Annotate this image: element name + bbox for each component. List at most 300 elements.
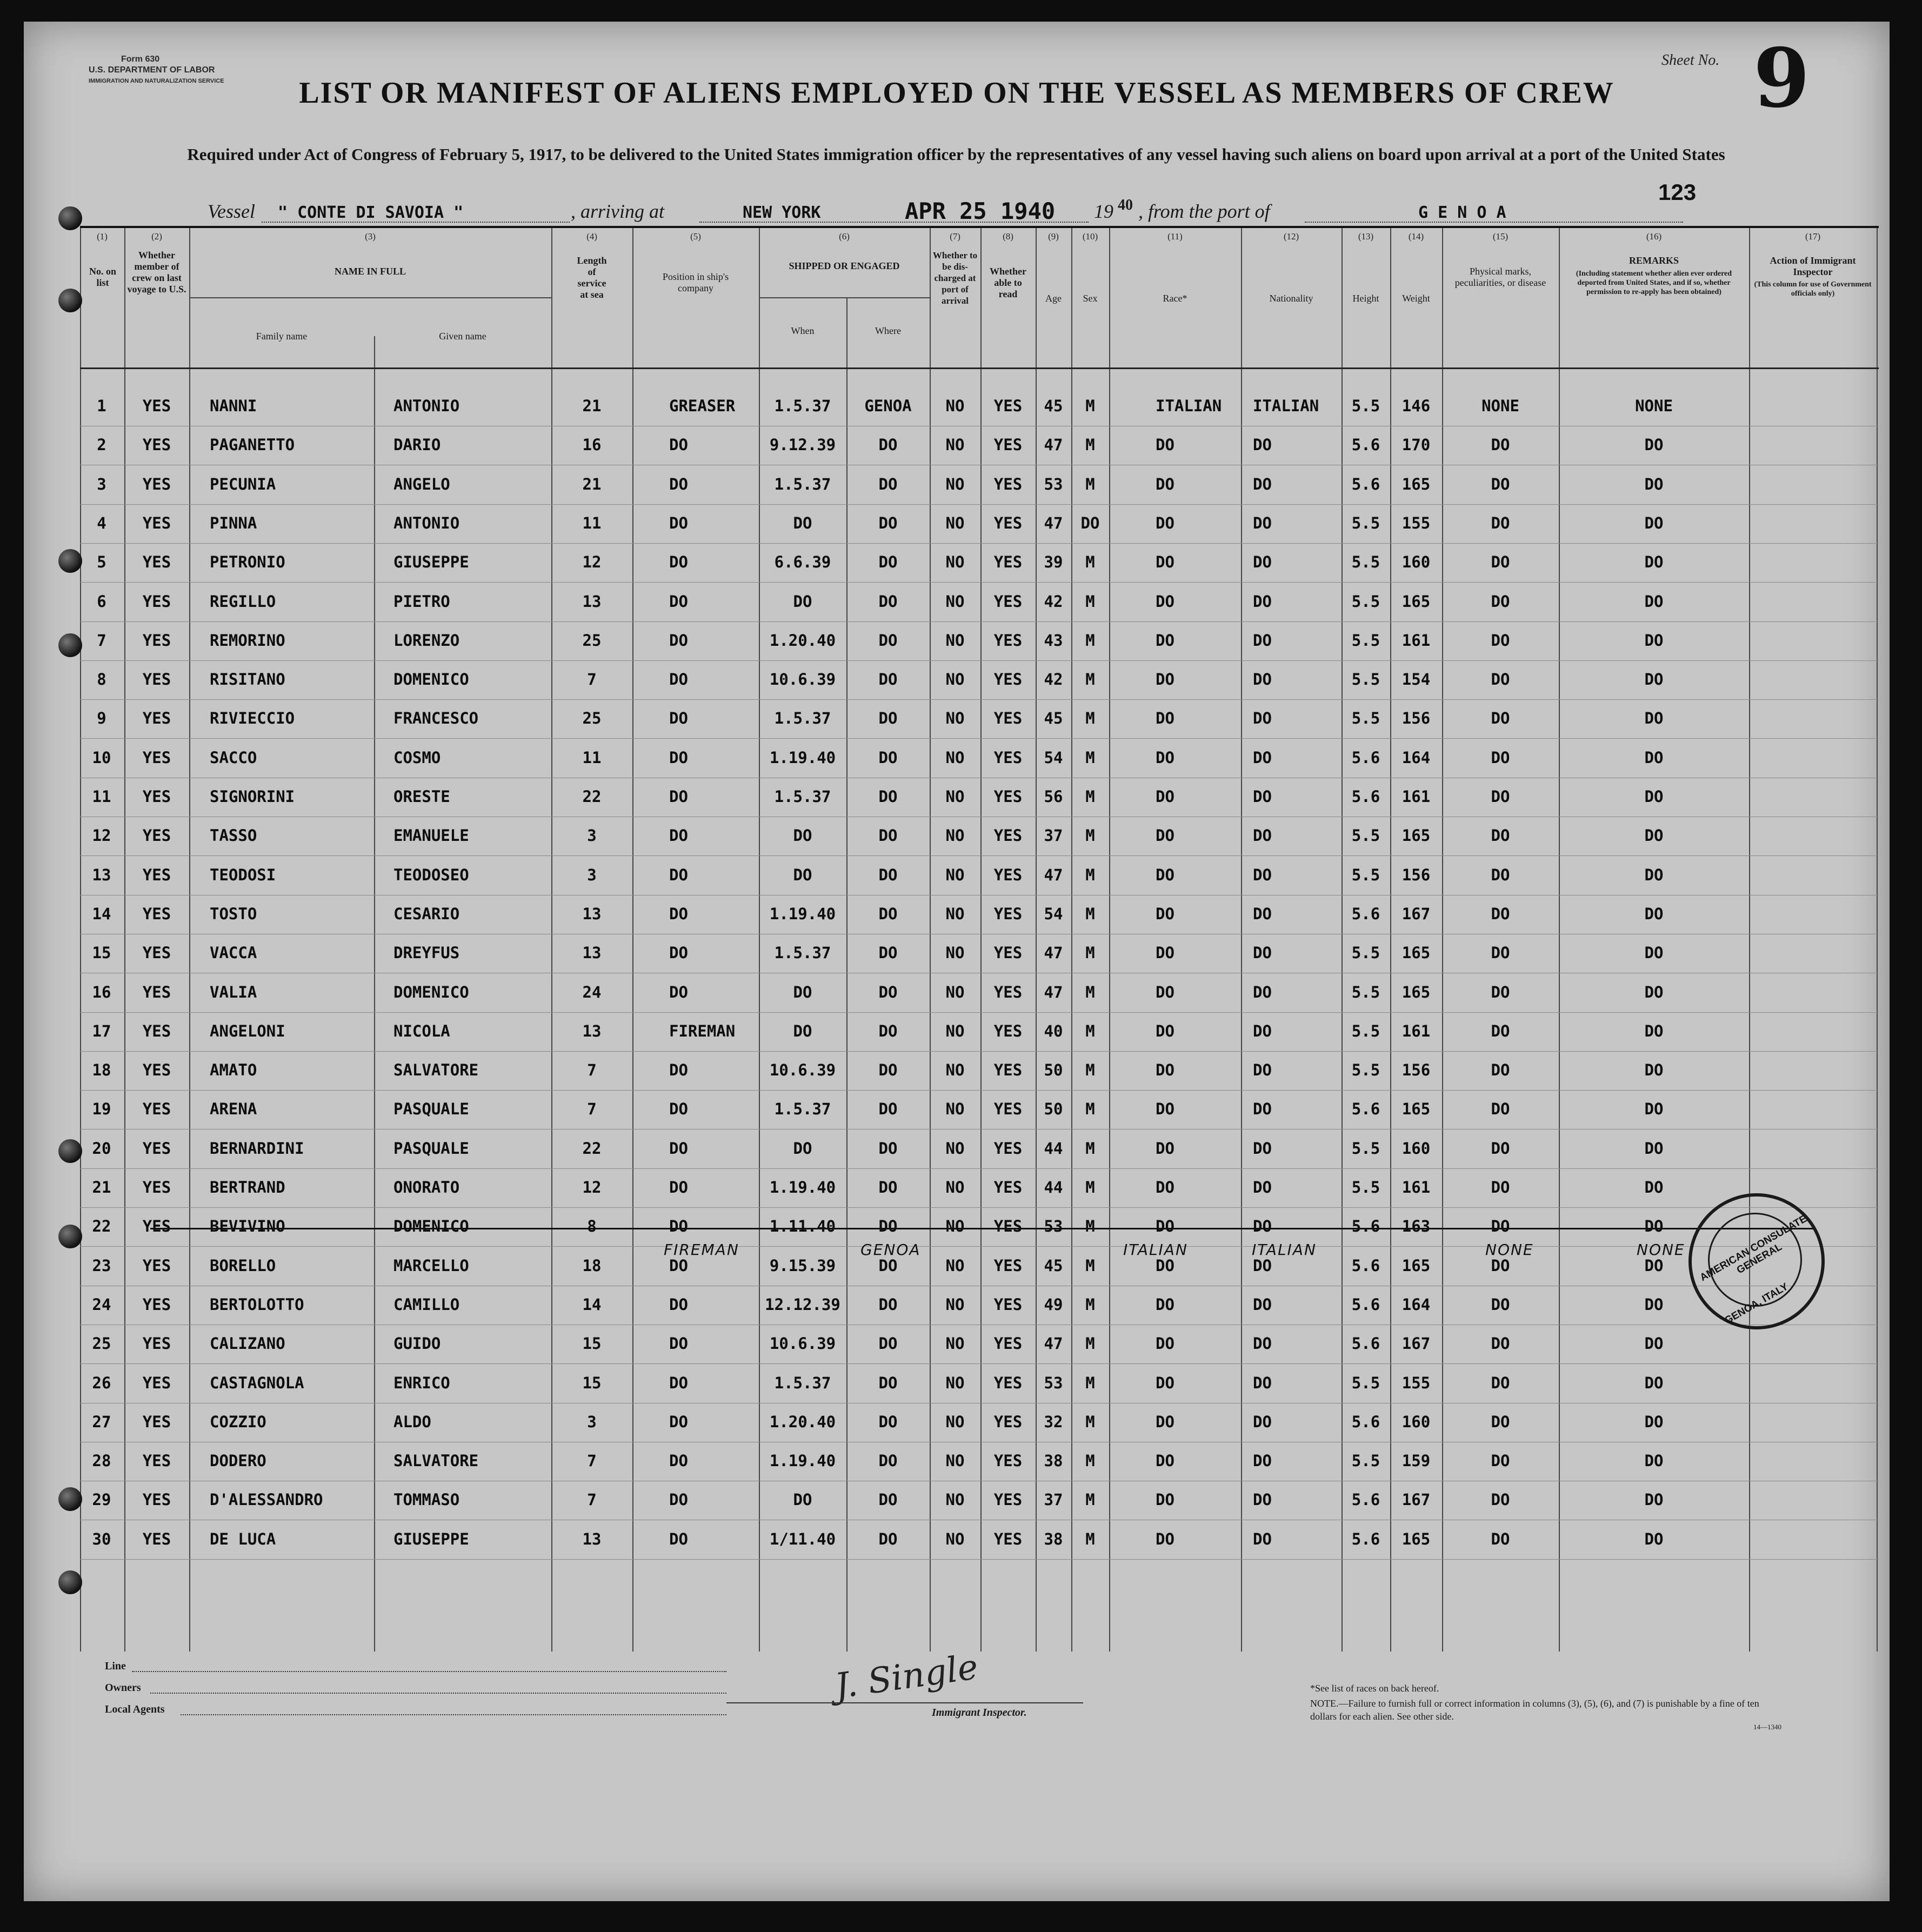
col-number: (9) [1048, 231, 1059, 242]
row-number: 21 [92, 1178, 111, 1196]
header-length-service: Length of service at sea [577, 255, 607, 300]
position-cell: DO [669, 436, 688, 454]
weight-cell: 163 [1402, 1217, 1431, 1236]
sex-cell: M [1085, 670, 1095, 689]
read-cell: YES [993, 944, 1023, 962]
length-cell: 21 [582, 474, 602, 493]
age-cell: 45 [1044, 397, 1063, 415]
marks-cell: DO [1491, 670, 1510, 689]
weight-cell: 155 [1402, 513, 1431, 532]
marks-cell: DO [1491, 1490, 1510, 1509]
when-cell: 1.5.37 [774, 709, 831, 728]
manifest-title: LIST OR MANIFEST OF ALIENS EMPLOYED ON THE VESSEL AS MEMBERS OF CREW [299, 76, 1614, 110]
crew-table [80, 226, 1879, 1652]
height-cell: 5.6 [1351, 1529, 1380, 1548]
given-name-cell: ORESTE [393, 787, 450, 806]
nationality-cell: DO [1253, 865, 1272, 884]
height-cell: 5.6 [1351, 1256, 1380, 1275]
sex-cell: M [1085, 865, 1095, 884]
row-number: 12 [92, 826, 111, 845]
family-name-cell: D'ALESSANDRO [210, 1490, 323, 1509]
weight-cell: 159 [1402, 1452, 1431, 1470]
when-cell: 1.5.37 [774, 787, 831, 806]
where-cell: DO [878, 474, 898, 493]
row-number: 27 [92, 1412, 111, 1431]
age-cell: 50 [1044, 1061, 1063, 1080]
when-cell: 9.12.39 [769, 436, 836, 454]
row-rule [80, 1559, 1879, 1560]
family-name-cell: PETRONIO [210, 553, 285, 572]
family-name-cell: PECUNIA [210, 474, 276, 493]
nationality-cell: DO [1253, 709, 1272, 728]
discharge-cell: NO [945, 1178, 965, 1196]
family-name-cell: REGILLO [210, 592, 276, 611]
remarks-cell: DO [1644, 826, 1664, 845]
where-cell: DO [878, 709, 898, 728]
when-cell: DO [793, 1139, 812, 1158]
nationality-cell: DO [1253, 1295, 1272, 1314]
marks-cell: DO [1491, 1529, 1510, 1548]
col-number: (5) [690, 231, 701, 242]
footer-line-label: Line [105, 1660, 126, 1672]
member-cell: YES [142, 787, 171, 806]
sex-cell: M [1085, 1178, 1095, 1196]
remarks-cell: DO [1644, 592, 1664, 611]
read-cell: YES [993, 1490, 1023, 1509]
discharge-cell: NO [945, 592, 965, 611]
remarks-cell: DO [1644, 1412, 1664, 1431]
inspector-signature: J. Single [832, 1647, 981, 1707]
height-cell: 5.6 [1351, 1217, 1380, 1236]
height-cell: 5.5 [1351, 709, 1380, 728]
position-cell: DO [669, 592, 688, 611]
age-cell: 37 [1044, 1490, 1063, 1509]
remarks-cell: DO [1644, 787, 1664, 806]
nationality-cell: DO [1253, 474, 1272, 493]
row-number: 29 [92, 1490, 111, 1509]
manifest-subtitle: Required under Act of Congress of February 5, 1917, to be delivered to the United States immigration officer by the representatives of any vessel having such aliens on board upon arrival at a port of the United States [187, 145, 1725, 164]
height-cell: 5.5 [1351, 631, 1380, 650]
member-cell: YES [142, 1295, 171, 1314]
marks-cell: DO [1491, 904, 1510, 923]
where-cell: DO [878, 787, 898, 806]
length-cell: 13 [582, 592, 602, 611]
family-name-cell: DE LUCA [210, 1529, 276, 1548]
marks-cell: DO [1491, 1256, 1510, 1275]
member-cell: YES [142, 436, 171, 454]
given-name-cell: PASQUALE [393, 1139, 469, 1158]
name-header-rule [189, 297, 551, 298]
given-name-cell: CAMILLO [393, 1295, 460, 1314]
length-cell: 12 [582, 1178, 602, 1196]
family-name-cell: CASTAGNOLA [210, 1373, 304, 1392]
position-cell: DO [669, 1295, 688, 1314]
member-cell: YES [142, 1061, 171, 1080]
length-cell: 16 [582, 436, 602, 454]
where-cell: DO [878, 1256, 898, 1275]
family-name-cell: NANNI [210, 397, 257, 415]
sheet-label: Sheet No. [1661, 52, 1720, 69]
marks-cell: DO [1491, 748, 1510, 767]
marks-cell: DO [1491, 1373, 1510, 1392]
row-number: 10 [92, 748, 111, 767]
height-cell: 5.6 [1351, 1100, 1380, 1119]
read-cell: YES [993, 1256, 1023, 1275]
service-name: IMMIGRATION AND NATURALIZATION SERVICE [89, 78, 224, 84]
given-name-cell: PIETRO [393, 592, 450, 611]
where-cell: DO [878, 1061, 898, 1080]
age-cell: 53 [1044, 1217, 1063, 1236]
discharge-cell: NO [945, 982, 965, 1001]
nationality-cell: DO [1253, 982, 1272, 1001]
race-cell: DO [1156, 1295, 1174, 1314]
nationality-cell: DO [1253, 1217, 1272, 1236]
where-cell: DO [878, 670, 898, 689]
nationality-cell: DO [1253, 592, 1272, 611]
age-cell: 50 [1044, 1100, 1063, 1119]
when-cell: 10.6.39 [769, 1061, 836, 1080]
height-cell: 5.5 [1351, 1139, 1380, 1158]
age-cell: 53 [1044, 474, 1063, 493]
position-cell: DO [669, 513, 688, 532]
row-number: 1 [97, 397, 106, 415]
sex-cell: M [1085, 1529, 1095, 1548]
header-member-last-voyage: Whether member of crew on last voyage to U.S. [127, 250, 186, 295]
member-cell: YES [142, 1256, 171, 1275]
given-name-cell: COSMO [393, 748, 441, 767]
remarks-cell: DO [1644, 1373, 1664, 1392]
height-cell: 5.5 [1351, 865, 1380, 884]
race-cell: DO [1156, 826, 1174, 845]
remarks-cell: DO [1644, 904, 1664, 923]
weight-cell: 165 [1402, 474, 1431, 493]
col-number: (13) [1358, 231, 1374, 242]
remarks-cell: DO [1644, 1452, 1664, 1470]
family-name-cell: BERNARDINI [210, 1139, 304, 1158]
remarks-cell: DO [1644, 1021, 1664, 1040]
nationality-cell: DO [1253, 826, 1272, 845]
position-cell: DO [669, 1452, 688, 1470]
marks-cell: DO [1491, 982, 1510, 1001]
remarks-cell: DO [1644, 474, 1664, 493]
binder-hole [58, 1570, 82, 1594]
height-cell: 5.6 [1351, 1295, 1380, 1314]
discharge-cell: NO [945, 1452, 965, 1470]
member-cell: YES [142, 1373, 171, 1392]
row-number: 19 [92, 1100, 111, 1119]
row-rule [80, 582, 1879, 583]
position-cell: DO [669, 1334, 688, 1353]
row-number: 22 [92, 1217, 111, 1236]
row-rule [80, 699, 1879, 700]
vessel-label: Vessel [208, 200, 255, 222]
height-cell: 5.6 [1351, 474, 1380, 493]
discharge-cell: NO [945, 904, 965, 923]
when-cell: DO [793, 513, 812, 532]
age-cell: 47 [1044, 865, 1063, 884]
length-cell: 8 [587, 1217, 597, 1236]
handwritten-correction: NONE [1485, 1241, 1534, 1259]
sex-cell: M [1085, 397, 1095, 415]
remarks-cell: DO [1644, 631, 1664, 650]
handwritten-correction: GENOA [860, 1241, 921, 1259]
discharge-cell: NO [945, 513, 965, 532]
col-number: (7) [950, 231, 960, 242]
length-cell: 3 [587, 865, 597, 884]
position-cell: DO [669, 1412, 688, 1431]
race-cell: DO [1156, 1490, 1174, 1509]
marks-cell: DO [1491, 1217, 1510, 1236]
binder-hole [58, 206, 82, 230]
height-cell: 5.5 [1351, 1373, 1380, 1392]
discharge-cell: NO [945, 1256, 965, 1275]
age-cell: 38 [1044, 1529, 1063, 1548]
length-cell: 14 [582, 1295, 602, 1314]
race-cell: DO [1156, 944, 1174, 962]
member-cell: YES [142, 1452, 171, 1470]
member-cell: YES [142, 982, 171, 1001]
age-cell: 49 [1044, 1295, 1063, 1314]
when-cell: 1.19.40 [769, 904, 836, 923]
where-cell: GENOA [864, 397, 912, 415]
remarks-cell: DO [1644, 513, 1664, 532]
read-cell: YES [993, 748, 1023, 767]
position-cell: DO [669, 474, 688, 493]
marks-cell: DO [1491, 1295, 1510, 1314]
when-cell: 1.5.37 [774, 944, 831, 962]
weight-cell: 155 [1402, 1373, 1431, 1392]
page-number-stamp: 123 [1658, 179, 1697, 205]
row-number: 30 [92, 1529, 111, 1548]
binder-hole [58, 1487, 82, 1511]
row-rule [80, 855, 1879, 856]
given-name-cell: TEODOSEO [393, 865, 469, 884]
member-cell: YES [142, 1178, 171, 1196]
length-cell: 13 [582, 944, 602, 962]
position-cell: DO [669, 709, 688, 728]
when-cell: 9.15.39 [769, 1256, 836, 1275]
family-name-cell: TASSO [210, 826, 257, 845]
nationality-cell: DO [1253, 1490, 1272, 1509]
discharge-cell: NO [945, 748, 965, 767]
marks-cell: DO [1491, 553, 1510, 572]
inspector-signature-line [726, 1702, 1083, 1703]
row-number: 5 [97, 553, 106, 572]
given-name-cell: GUIDO [393, 1334, 441, 1353]
sex-cell: M [1085, 474, 1095, 493]
weight-cell: 165 [1402, 982, 1431, 1001]
family-name-cell: SIGNORINI [210, 787, 295, 806]
handwritten-correction: ITALIAN [1123, 1241, 1188, 1259]
length-cell: 22 [582, 787, 602, 806]
row-rule [80, 1363, 1879, 1364]
footer-agents-label: Local Agents [105, 1703, 165, 1715]
remarks-cell: DO [1644, 1256, 1664, 1275]
age-cell: 40 [1044, 1021, 1063, 1040]
member-cell: YES [142, 670, 171, 689]
header-nationality: Nationality [1269, 293, 1313, 304]
row-rule [80, 1012, 1879, 1013]
when-cell: 1.19.40 [769, 1178, 836, 1196]
remarks-cell: DO [1644, 1334, 1664, 1353]
length-cell: 7 [587, 670, 597, 689]
header-sex: Sex [1083, 293, 1098, 304]
header-position: Position in ship's company [662, 271, 729, 293]
length-cell: 7 [587, 1100, 597, 1119]
race-cell: DO [1156, 1412, 1174, 1431]
member-cell: YES [142, 1334, 171, 1353]
nationality-cell: DO [1253, 1412, 1272, 1431]
age-cell: 45 [1044, 1256, 1063, 1275]
row-number: 7 [97, 631, 106, 650]
sex-cell: M [1085, 1334, 1095, 1353]
sex-cell: M [1085, 1139, 1095, 1158]
position-cell: FIREMAN [669, 1021, 736, 1040]
position-cell: DO [669, 1529, 688, 1548]
race-cell: DO [1156, 1021, 1174, 1040]
length-cell: 7 [587, 1452, 597, 1470]
length-cell: 25 [582, 631, 602, 650]
nationality-cell: DO [1253, 513, 1272, 532]
sex-cell: M [1085, 1256, 1095, 1275]
weight-cell: 164 [1402, 1295, 1431, 1314]
department-name: U.S. DEPARTMENT OF LABOR [89, 65, 215, 75]
marks-cell: DO [1491, 436, 1510, 454]
member-cell: YES [142, 1412, 171, 1431]
weight-cell: 167 [1402, 1334, 1431, 1353]
where-cell: DO [878, 1217, 898, 1236]
discharge-cell: NO [945, 1061, 965, 1080]
discharge-cell: NO [945, 944, 965, 962]
race-cell: DO [1156, 1452, 1174, 1470]
height-cell: 5.6 [1351, 1490, 1380, 1509]
row-rule [80, 504, 1879, 505]
age-cell: 42 [1044, 592, 1063, 611]
given-name-cell: NICOLA [393, 1021, 450, 1040]
read-cell: YES [993, 1178, 1023, 1196]
header-remarks: REMARKS [1629, 255, 1679, 266]
footer-line-underline [132, 1671, 726, 1672]
read-cell: YES [993, 1334, 1023, 1353]
age-cell: 39 [1044, 553, 1063, 572]
col-divider [1241, 228, 1242, 1652]
col-number: (3) [365, 231, 376, 242]
when-cell: 1.19.40 [769, 1452, 836, 1470]
nationality-cell: DO [1253, 436, 1272, 454]
row-number: 9 [97, 709, 106, 728]
height-cell: 5.5 [1351, 826, 1380, 845]
read-cell: YES [993, 787, 1023, 806]
when-cell: 1.19.40 [769, 748, 836, 767]
family-name-cell: TEODOSI [210, 865, 276, 884]
row-number: 2 [97, 436, 106, 454]
remarks-cell: DO [1644, 1100, 1664, 1119]
marks-cell: DO [1491, 826, 1510, 845]
age-cell: 47 [1044, 982, 1063, 1001]
race-cell: DO [1156, 670, 1174, 689]
weight-cell: 167 [1402, 904, 1431, 923]
length-cell: 3 [587, 826, 597, 845]
height-cell: 5.5 [1351, 397, 1380, 415]
read-cell: YES [993, 553, 1023, 572]
inspector-label: Immigrant Inspector. [932, 1707, 1027, 1719]
weight-cell: 161 [1402, 1178, 1431, 1196]
length-cell: 13 [582, 1529, 602, 1548]
height-cell: 5.6 [1351, 748, 1380, 767]
binder-hole [58, 549, 82, 573]
where-cell: DO [878, 1100, 898, 1119]
given-name-cell: DREYFUS [393, 944, 460, 962]
length-cell: 7 [587, 1061, 597, 1080]
weight-cell: 161 [1402, 1021, 1431, 1040]
where-cell: DO [878, 1334, 898, 1353]
sex-cell: M [1085, 944, 1095, 962]
position-cell: DO [669, 944, 688, 962]
when-cell: 1.20.40 [769, 631, 836, 650]
given-name-cell: PASQUALE [393, 1100, 469, 1119]
sex-cell: M [1085, 1490, 1095, 1509]
form-number: Form 630 [121, 55, 160, 64]
row-rule [80, 1207, 1879, 1208]
sex-cell: M [1085, 1021, 1095, 1040]
remarks-cell: NONE [1635, 397, 1673, 415]
sex-cell: M [1085, 1217, 1095, 1236]
member-cell: YES [142, 1021, 171, 1040]
when-cell: 1.20.40 [769, 1412, 836, 1431]
where-cell: DO [878, 513, 898, 532]
marks-cell: DO [1491, 709, 1510, 728]
read-cell: YES [993, 1529, 1023, 1548]
nationality-cell: DO [1253, 1021, 1272, 1040]
sex-cell: M [1085, 553, 1095, 572]
discharge-cell: NO [945, 826, 965, 845]
seal-top-text: AMERICAN CONSULATE GENERAL [1698, 1213, 1809, 1284]
age-cell: 38 [1044, 1452, 1063, 1470]
marks-cell: DO [1491, 1334, 1510, 1353]
discharge-cell: NO [945, 1412, 965, 1431]
weight-cell: 156 [1402, 1061, 1431, 1080]
age-cell: 42 [1044, 670, 1063, 689]
row-rule [80, 621, 1879, 622]
header-able-read: Whether able to read [990, 266, 1026, 299]
sheet-number: 9 [1753, 31, 1810, 126]
where-cell: DO [878, 748, 898, 767]
race-cell: DO [1156, 865, 1174, 884]
col-number: (16) [1646, 231, 1662, 242]
penalty-note: NOTE.—Failure to furnish full or correct information in columns (3), (5), (6), and (7) is punishable by a fine of ten dollars for each alien. See other side. [1310, 1698, 1759, 1722]
remarks-cell: DO [1644, 670, 1664, 689]
remarks-cell: DO [1644, 1139, 1664, 1158]
where-cell: DO [878, 1295, 898, 1314]
when-cell: 1/11.40 [769, 1529, 836, 1548]
family-name-cell: BEVIVINO [210, 1217, 285, 1236]
family-name-cell: AMATO [210, 1061, 257, 1080]
nationality-cell: DO [1253, 748, 1272, 767]
header-action-note: (This column for use of Government officials only) [1754, 280, 1872, 298]
height-cell: 5.5 [1351, 1021, 1380, 1040]
age-cell: 32 [1044, 1412, 1063, 1431]
sex-cell: M [1085, 1373, 1095, 1392]
nationality-cell: DO [1253, 1529, 1272, 1548]
discharge-cell: NO [945, 1100, 965, 1119]
member-cell: YES [142, 1100, 171, 1119]
remarks-cell: DO [1644, 1295, 1664, 1314]
member-cell: YES [142, 904, 171, 923]
length-cell: 24 [582, 982, 602, 1001]
col-number: (12) [1283, 231, 1299, 242]
family-name-cell: BERTOLOTTO [210, 1295, 304, 1314]
departure-port: G E N O A [1418, 203, 1506, 222]
